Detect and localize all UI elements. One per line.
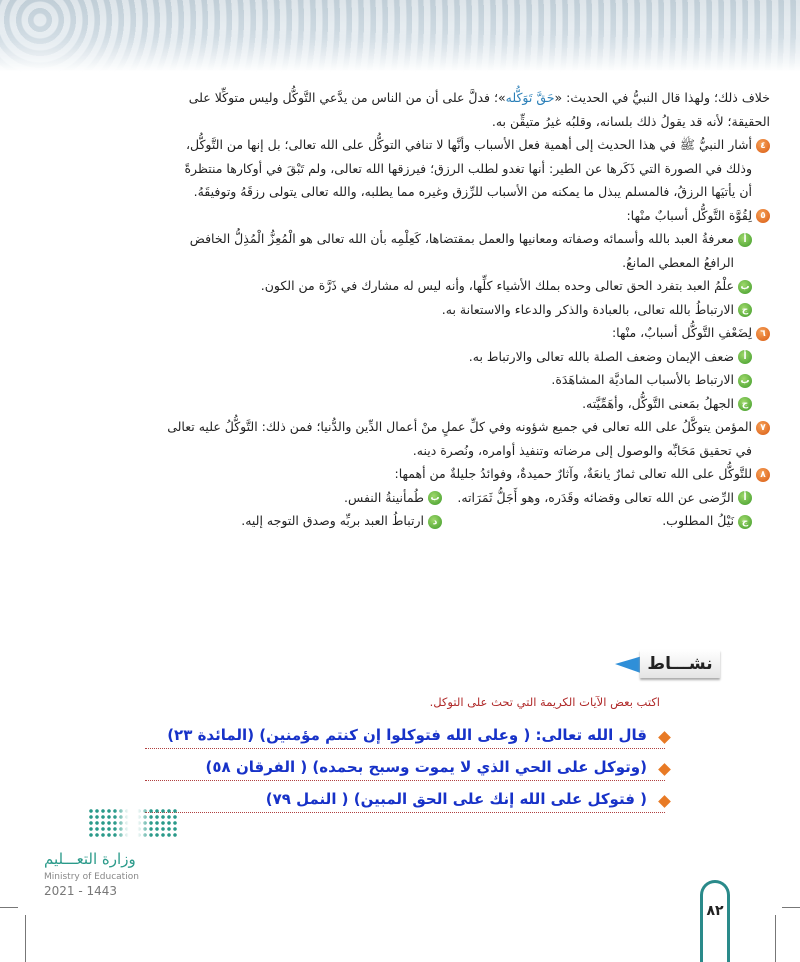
text: علْمُ العبد بتفرد الحق تعالى وحده بملك الأشياء كلِّها، وأنه ليس له مشارك في ذَرَّة من الكون.	[260, 278, 734, 293]
paragraph-line: أن يأتيَها الرزقُ، فالمسلم يبذل ما يمكنه من الأسباب للرِّزق وغيره مما يطلبه، والله تعالى يتولى رزقَهُ وتوفيقَهُ.	[193, 184, 752, 199]
decorative-header-banner	[0, 0, 800, 72]
letter-badge: ب	[738, 374, 752, 388]
sub-item	[442, 509, 752, 533]
text: المؤمن يتوكَّلُ على الله تعالى في جميع شؤونه وفي كلِّ عملٍ منْ أعمال الدِّين والدُّنيا؛ فمن ذلك: التَّوكُّلُ عليه تعالى	[167, 419, 752, 434]
letter-badge: ج	[738, 515, 752, 529]
letter-badge: ب	[428, 491, 442, 505]
crop-mark	[775, 915, 776, 962]
text: ضعف الإيمان وضعف الصلة بالله تعالى والارتباط به.	[468, 348, 734, 364]
text: ارتباطُ العبد بربِّه وصدق التوجه إليه.	[241, 513, 424, 528]
list-item-8	[50, 462, 770, 486]
letter-badge: أ	[738, 491, 752, 505]
answer-text: ( فتوكل على الله إنك على الحق المبين) ( النمل ٧٩)	[265, 790, 647, 808]
paragraph-line: الرافعُ المعطي المانعُ.	[622, 254, 734, 270]
text: »؛ فدلَّ على أن من الناس من يدَّعي التَّوكُّل وليس متوكِّلا على	[188, 90, 506, 105]
sub-item	[50, 345, 770, 369]
text: لِضَعْفِ التَّوكُّل أسبابٌ، منْها:	[611, 325, 752, 340]
list-item-7	[50, 415, 770, 439]
text: للتَّوكُّل على الله تعالى ثمارٌ يانعَةٌ، وآثارٌ حميدةٌ، وفوائدُ جليلةٌ من أهمها:	[394, 466, 752, 481]
answer-line[interactable]	[145, 722, 665, 749]
list-item-5	[50, 204, 770, 228]
letter-badge: ج	[738, 303, 752, 317]
letter-badge: أ	[738, 350, 752, 364]
diamond-bullet-icon	[658, 731, 671, 744]
sub-item	[344, 486, 442, 510]
list-item-6	[50, 321, 770, 345]
number-badge: ٨	[756, 468, 770, 482]
text: خلاف ذلك؛ ولهذا قال النبيُّ في الحديث: «	[554, 90, 770, 105]
crop-mark	[25, 915, 26, 962]
letter-badge: ج	[738, 397, 752, 411]
text: الرِّضى عن الله تعالى وقضائه وقَدَره، وهو أَجَلُّ ثَمَرَاته.	[457, 489, 734, 505]
sub-item-row	[50, 509, 770, 533]
activity-heading	[615, 650, 720, 682]
answer-text: (وتوكل على الحي الذي لا يموت وسبح بحمده) ( الفرقان ٥٨)	[205, 758, 647, 776]
number-badge: ٦	[756, 327, 770, 341]
diamond-bullet-icon	[658, 795, 671, 808]
list-item-4	[50, 133, 770, 157]
letter-badge: د	[428, 515, 442, 529]
text: معرفةُ العبد بالله وأسمائه وصفاته ومعانيها والعمل بمقتضاها، كَعِلْمِه بأن الله تعالى هو الْمُعِزُّ الْمُذِلُّ الخافض	[189, 231, 734, 246]
activity-prompt: اكتب بعض الآيات الكريمة التي تحث على التوكل.	[429, 695, 660, 709]
sub-item	[50, 227, 770, 251]
sub-item-row	[50, 486, 770, 510]
paragraph-line: وذلك في الصورة التي ذَكَرها عن الطير: أنها تغدو لطلب الرزق؛ فيرزقها الله تعالى، ولم تَبْقَ في أوكارها منتظرةً	[184, 160, 752, 176]
text: طُمأنينةُ النفس.	[344, 489, 424, 505]
letter-badge: ب	[738, 280, 752, 294]
edition-year: 2021 - 1443	[44, 884, 118, 898]
number-badge: ٤	[756, 139, 770, 153]
number-badge: ٧	[756, 421, 770, 435]
page-number: ٨٢	[700, 880, 730, 962]
sub-item	[50, 298, 770, 322]
text: أشار النبيُّ ﷺ في هذا الحديث إلى أهمية فعل الأسباب وأنَّها لا تنافي التوكُّل على الله تعالى؛ بل إنها من التَّوكُّل،	[185, 137, 752, 152]
sub-item	[442, 486, 752, 510]
activity-title: نشـــاط	[640, 650, 720, 678]
sub-item	[50, 274, 770, 298]
ministry-name-arabic: وزارة التعـــليم	[44, 850, 136, 868]
text: لِقُوَّة التَّوكُّل أسبابٌ منْها:	[626, 207, 752, 223]
letter-badge: أ	[738, 233, 752, 247]
paragraph-line: الحقيقة؛ لأنه قد يقولُ ذلك بلسانه، وقلبُه غيرُ متيقِّن به.	[491, 113, 770, 129]
text: الجهلُ بمَعنى التَّوكُّل، وأهَمِّيَّته.	[582, 395, 734, 411]
answer-list	[145, 722, 665, 818]
crop-mark	[0, 907, 18, 908]
paragraph-line: في تحقيق مَحَابِّه والوصول إلى مرضاته وتنفيذ أوامره، ونُصرة دينه.	[412, 442, 752, 458]
logo-dots-icon	[88, 808, 178, 838]
lesson-text	[50, 86, 770, 533]
text: الارتباطُ بالله تعالى، بالعبادة والذكر والدعاء والاستعانة به.	[441, 301, 734, 317]
diamond-bullet-icon	[658, 763, 671, 776]
answer-line[interactable]	[145, 786, 665, 813]
sub-item	[50, 392, 770, 416]
number-badge: ٥	[756, 209, 770, 223]
hadith-highlight: حَقَّ تَوَكُّله	[505, 90, 555, 105]
paragraph-line	[50, 86, 770, 110]
answer-line[interactable]	[145, 754, 665, 781]
crop-mark	[782, 907, 800, 908]
text: نَيْلُ المطلوب.	[662, 513, 734, 528]
text: الارتباط بالأسباب الماديَّة المشاهَدَة.	[551, 372, 734, 387]
sub-item	[241, 509, 442, 533]
answer-text: قال الله تعالى: ( وعلى الله فتوكلوا إن كنتم مؤمنين) (المائدة ٢٣)	[167, 726, 647, 744]
sub-item	[50, 368, 770, 392]
ministry-name-english: Ministry of Education	[44, 872, 139, 882]
